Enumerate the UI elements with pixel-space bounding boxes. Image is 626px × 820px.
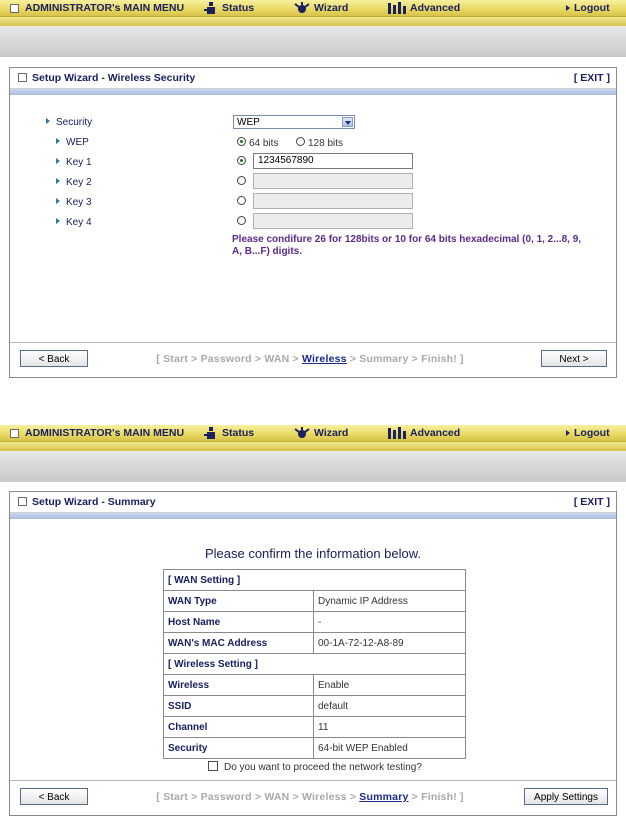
steps-before: [ Start > Password > WAN > Wireless > [156,791,360,803]
chevron-down-icon [342,117,353,127]
wireless-security-panel [9,67,617,378]
row-label: Security [164,738,314,759]
row-label: Host Name [164,612,314,633]
table-row [164,738,466,759]
row-value: Dynamic IP Address [314,591,466,612]
table-row [164,591,466,612]
network-test-label: Do you want to proceed the network testing? [224,762,422,773]
table-row [164,717,466,738]
exit-link[interactable]: [ EXIT ] [573,496,610,508]
key2-radio[interactable] [237,176,246,185]
key3-label: Key 3 [56,197,92,208]
wizard-menu-link[interactable]: Wizard [294,1,348,15]
menu-square-icon [10,4,19,13]
status-icon [204,2,218,15]
status-menu-link[interactable]: Status [204,426,254,440]
wan-section-header: [ WAN Setting ] [164,570,466,591]
title-strip [10,89,616,95]
panel-title-bar [10,68,616,89]
bullet-arrow-icon [56,158,60,164]
steps-before: [ Start > Password > WAN > [156,353,303,365]
table-row [164,633,466,654]
advanced-menu-link[interactable]: Advanced [388,1,460,15]
back-button[interactable]: < Back [20,350,88,367]
exit-link[interactable]: [ EXIT ] [573,72,610,84]
panel-title: Setup Wizard - Wireless Security [18,72,195,84]
panel-title-bar [10,492,616,513]
admin-main-menu-link[interactable]: ADMINISTRATOR's MAIN MENU [10,426,184,440]
key1-input[interactable]: 1234567890 [253,153,413,169]
wizard-icon [294,427,310,440]
wizard-steps [140,353,480,365]
key3-input[interactable] [253,193,413,209]
admin-main-menu-link[interactable]: ADMINISTRATOR's MAIN MENU [10,1,184,15]
bullet-arrow-icon [56,198,60,204]
advanced-icon [388,427,406,440]
row-label: WAN Type [164,591,314,612]
panel-title: Setup Wizard - Summary [18,496,156,508]
key3-radio[interactable] [237,196,246,205]
menu-square-icon [10,429,19,438]
step-current-summary[interactable]: Summary [359,791,409,803]
main-menu-bar [0,425,626,442]
row-label: WAN's MAC Address [164,633,314,654]
key2-label: Key 2 [56,177,92,188]
back-button[interactable]: < Back [20,788,88,805]
summary-panel [9,491,617,816]
next-button[interactable]: Next > [541,350,607,367]
row-value: 11 [314,717,466,738]
wep-128-radio[interactable] [296,137,305,146]
wep-64-radio[interactable] [237,137,246,146]
wep-64-label: 64 bits [249,138,279,149]
row-value: 00-1A-72-12-A8-89 [314,633,466,654]
wizard-footer [10,342,616,377]
wizard-steps [140,791,480,803]
title-square-icon [18,73,27,82]
steps-after: > Summary > Finish! ] [346,353,464,365]
title-square-icon [18,497,27,506]
row-label: Wireless [164,675,314,696]
bullet-arrow-icon [46,118,50,124]
row-value: - [314,612,466,633]
arrow-right-icon [566,5,570,11]
key-format-hint: Please condifure 26 for 128bits or 10 for 64 bits hexadecimal (0, 1, 2...8, 9, A, B...F) digits. [232,234,582,257]
header-band [0,17,626,57]
bullet-arrow-icon [56,218,60,224]
wireless-section-header: [ Wireless Setting ] [164,654,466,675]
row-value: default [314,696,466,717]
wireless-section-row [164,654,466,675]
wizard-icon [294,2,310,15]
step-current-wireless[interactable]: Wireless [302,353,347,365]
security-label: Security [46,117,92,128]
key1-label: Key 1 [56,157,92,168]
key4-input[interactable] [253,213,413,229]
summary-table [163,569,466,759]
wan-section-row [164,570,466,591]
table-row [164,612,466,633]
security-select[interactable]: WEP [233,115,355,129]
bullet-arrow-icon [56,138,60,144]
row-label: Channel [164,717,314,738]
wep-label: WEP [56,137,89,148]
arrow-right-icon [566,430,570,436]
wizard-footer [10,780,616,815]
table-row [164,696,466,717]
logout-menu-link[interactable]: Logout [566,1,610,15]
main-menu-bar [0,0,626,17]
key1-radio[interactable] [237,156,246,165]
row-value: 64-bit WEP Enabled [314,738,466,759]
status-icon [204,427,218,440]
row-label: SSID [164,696,314,717]
apply-settings-button[interactable]: Apply Settings [524,788,608,805]
network-test-checkbox[interactable] [208,761,218,771]
logout-menu-link[interactable]: Logout [566,426,610,440]
table-row [164,675,466,696]
confirm-heading: Please confirm the information below. [204,546,422,561]
key4-label: Key 4 [56,217,92,228]
steps-after: > Finish! ] [408,791,464,803]
status-menu-link[interactable]: Status [204,1,254,15]
wizard-menu-link[interactable]: Wizard [294,426,348,440]
advanced-menu-link[interactable]: Advanced [388,426,460,440]
title-strip [10,513,616,519]
header-band [0,442,626,482]
row-value: Enable [314,675,466,696]
key4-radio[interactable] [237,216,246,225]
wep-128-label: 128 bits [308,138,344,149]
key2-input[interactable] [253,173,413,189]
advanced-icon [388,2,406,15]
bullet-arrow-icon [56,178,60,184]
